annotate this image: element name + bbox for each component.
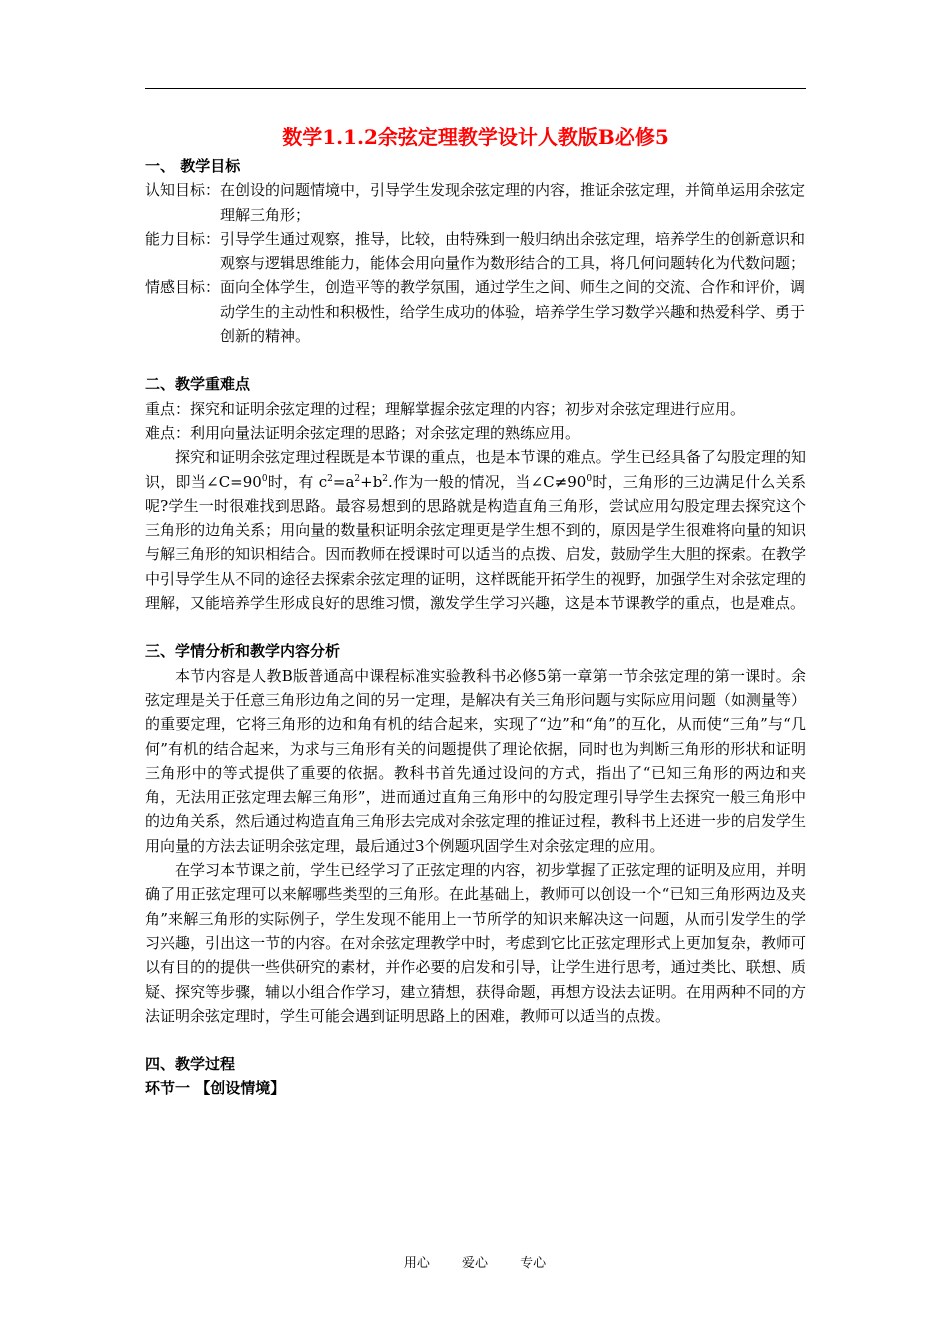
goal-cognitive xyxy=(145,178,806,227)
footer-word: 爱心 xyxy=(461,1256,488,1271)
key-point-difficulty: 难点：利用向量法证明余弦定理的思路；对余弦定理的熟练应用。 xyxy=(145,423,581,442)
analysis-paragraph-content: 本节内容是人教B版普通高中课程标准实验教科书必修5第一章第一节余弦定理的第一课时。余弦定理是关于任意三角形边角之间的另一定理，是解决有关三角形问题与实际应用问题（如测量等）的重要定理，它将三角形的边和角有机的结合起来，实现了“边”和“角”的互化，从而使“三角”与“几何”有机的结合起来，为求与三角形有关的问题提供了理论依据，同时也为判断三角形的形状和证明三角形中的等式提供了重要的依据。教科书首先通过设问的方式，指出了“已知三角形的两边和夹角，无法用正弦定理去解三角形”，进而通过直角三角形中的勾股定理引导学生去探究一般三角形中的边角关系，然后通过构造直角三角形去完成对余弦定理的推证过程，教科书上还进一步的启发学生用向量的方法去证明余弦定理，最后通过3个例题巩固学生对余弦定理的应用。 xyxy=(145,666,806,855)
section-heading-process: 四、教学过程 xyxy=(145,1055,236,1074)
goal-text: 面向全体学生，创造平等的教学氛围，通过学生之间、师生之间的交流、合作和评价，调动学生的主动性和积极性，给学生成功的体验，培养学生学习数学兴趣和热爱科学、勇于创新的精神。 xyxy=(220,278,806,346)
process-step-1-heading: 环节一 【创设情境】 xyxy=(145,1079,286,1098)
page-footer xyxy=(0,1252,950,1271)
goal-label: 认知目标： xyxy=(145,181,221,200)
document-title: 数学1.1.2余弦定理教学设计人教版B必修5 xyxy=(282,125,669,149)
key-points-paragraph: 探究和证明余弦定理过程既是本节课的重点，也是本节课的难点。学生已经具备了勾股定理的知识，即当$\angle C=90^0$时，有 $c^2=a^2+b^2$.作为一般的情况，当$\angle C\ne 90^0$时，三角形的三边满足什么关系呢?学生一时很难找到思路。最容易想到的思路就是构造直角三角形，尝试应用勾股定理去探究这个三角形的边角关系；用向量的数量积证明余弦定理更是学生想不到的，原因是学生很难将向量的知识与解三角形的知识相结合。因而教师在授课时可以适当的点拨、启发，鼓励学生大胆的探索。在教学中引导学生从不同的途径去探索余弦定理的证明，这样既能开拓学生的视野，加强学生对余弦定理的理解，又能培养学生形成良好的思维习惯，激发学生学习兴趣，这是本节课教学的重点，也是难点。 xyxy=(145,448,806,613)
goal-text: 在创设的问题情境中，引导学生发现余弦定理的内容，推证余弦定理，并简单运用余弦定理解三角形； xyxy=(220,181,806,224)
document-body xyxy=(145,122,806,1101)
footer-word: 用心 xyxy=(403,1256,430,1271)
section-heading-key-points: 二、教学重难点 xyxy=(145,375,251,394)
section-heading-goals: 一、 教学目标 xyxy=(145,157,241,175)
analysis-paragraph-students: 在学习本节课之前，学生已经学习了正弦定理的内容，初步掌握了正弦定理的证明及应用，并明确了用正弦定理可以来解哪些类型的三角形。在此基础上，教师可以创设一个“已知三角形两边及夹角”来解三角形的实际例子，学生发现不能用上一节所学的知识来解决这一问题，从而引发学生的学习兴趣，引出这一节的内容。在对余弦定理教学中时，考虑到它比正弦定理形式上更加复杂，教师可以有目的的提供一些供研究的素材，并作必要的启发和引导，让学生进行思考，通过类比、联想、质疑、探究等步骤，辅以小组合作学习，建立猜想，获得命题，再想方设法去证明。在用两种不同的方法证明余弦定理时，学生可能会遇到证明思路上的困难，教师可以适当的点拨。 xyxy=(145,861,806,1025)
header-rule xyxy=(145,88,806,89)
goal-label: 能力目标： xyxy=(145,229,221,248)
goal-text: 引导学生通过观察，推导，比较，由特殊到一般归纳出余弦定理，培养学生的创新意识和观察与逻辑思维能力，能体会用向量作为数形结合的工具，将几何问题转化为代数问题； xyxy=(220,229,806,273)
goal-ability xyxy=(145,227,806,276)
goal-emotion xyxy=(145,275,806,348)
goal-label: 情感目标： xyxy=(145,278,221,297)
footer-word: 专心 xyxy=(520,1256,547,1271)
section-heading-analysis: 三、学情分析和教学内容分析 xyxy=(145,642,341,661)
key-point-focus: 重点：探究和证明余弦定理的过程；理解掌握余弦定理的内容；初步对余弦定理进行应用。 xyxy=(145,399,746,418)
